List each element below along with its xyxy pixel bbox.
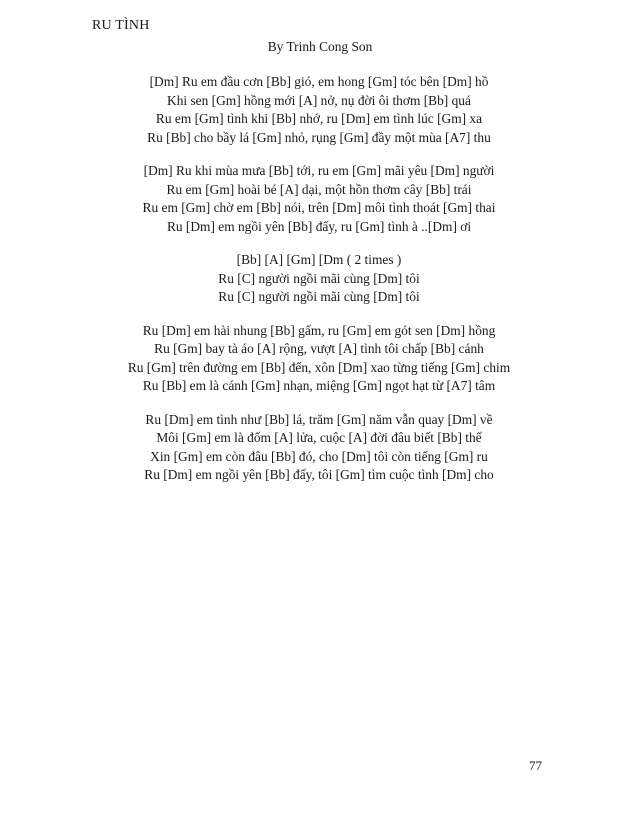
lyric-line: Môi [Gm] em là đốm [A] lửa, cuộc [A] đời đâu biết [Bb] thế [156,430,482,445]
chorus [0,251,638,307]
lyric-line: Ru [Gm] bay tà áo [A] rộng, vượt [A] tình tôi chấp [Bb] cánh [154,341,484,356]
page-number: 77 [529,758,542,773]
lyric-line: Ru [C] người ngồi mãi cùng [Dm] tôi [218,270,420,286]
lyric-line: [Bb] [A] [Gm] [Dm ( 2 times ) [236,252,402,267]
lyric-line: Ru [Gm] trên đường em [Bb] đến, xôn [Dm] xao từng tiếng [Gm] chim [127,359,511,375]
song-title: RU TÌNH [92,18,150,33]
lyric-line: Ru [C] người ngồi mãi cùng [Dm] tôi [218,289,420,304]
lyric-line: Ru [Bb] cho bầy lá [Gm] nhỏ, rụng [Gm] đầy một mùa [A7] thu [147,129,491,145]
lyric-line: [Dm] Ru em đầu cơn [Bb] gió, em hong [Gm] tóc bên [Dm] hồ [149,74,489,89]
lyric-line: Ru [Dm] em hài nhung [Bb] gấm, ru [Gm] em gót sen [Dm] hồng [142,322,496,338]
lyric-line: Ru em [Gm] tình khi [Bb] nhớ, ru [Dm] em tình lúc [Gm] xa [155,111,483,126]
verse-1 [0,73,638,147]
song-author: By Trinh Cong Son [267,39,373,54]
lyric-line: Ru [Dm] em ngồi yên [Bb] đấy, ru [Gm] tình à ..[Dm] ơi [166,218,472,234]
lyric-line: Ru em [Gm] hoài bé [A] dại, một hồn thơm cây [Bb] trái [166,181,472,197]
lyric-line: [Dm] Ru khi mùa mưa [Bb] tới, ru em [Gm] mãi yêu [Dm] người [143,163,495,178]
verse-4 [0,411,638,485]
verse-2 [0,162,638,236]
lyric-line: Ru [Dm] em ngồi yên [Bb] đấy, tôi [Gm] tìm cuộc tình [Dm] cho [144,467,494,482]
lyric-line: Ru em [Gm] chờ em [Bb] nói, trên [Dm] môi tình thoát [Gm] thai [142,200,496,215]
lyric-line: Ru [Dm] em tình như [Bb] lá, trăm [Gm] năm vẫn quay [Dm] về [145,411,493,427]
verse-3 [0,322,638,396]
lyric-line: Xin [Gm] em còn đâu [Bb] đó, cho [Dm] tôi còn tiếng [Gm] ru [150,448,488,464]
lyric-line: Khi sen [Gm] hồng mới [A] nở, nụ đời ôi thơm [Bb] quá [167,92,471,108]
song-lyrics [0,73,638,500]
lyric-line: Ru [Bb] em là cánh [Gm] nhạn, miệng [Gm] ngọt hạt từ [A7] tâm [142,378,496,393]
